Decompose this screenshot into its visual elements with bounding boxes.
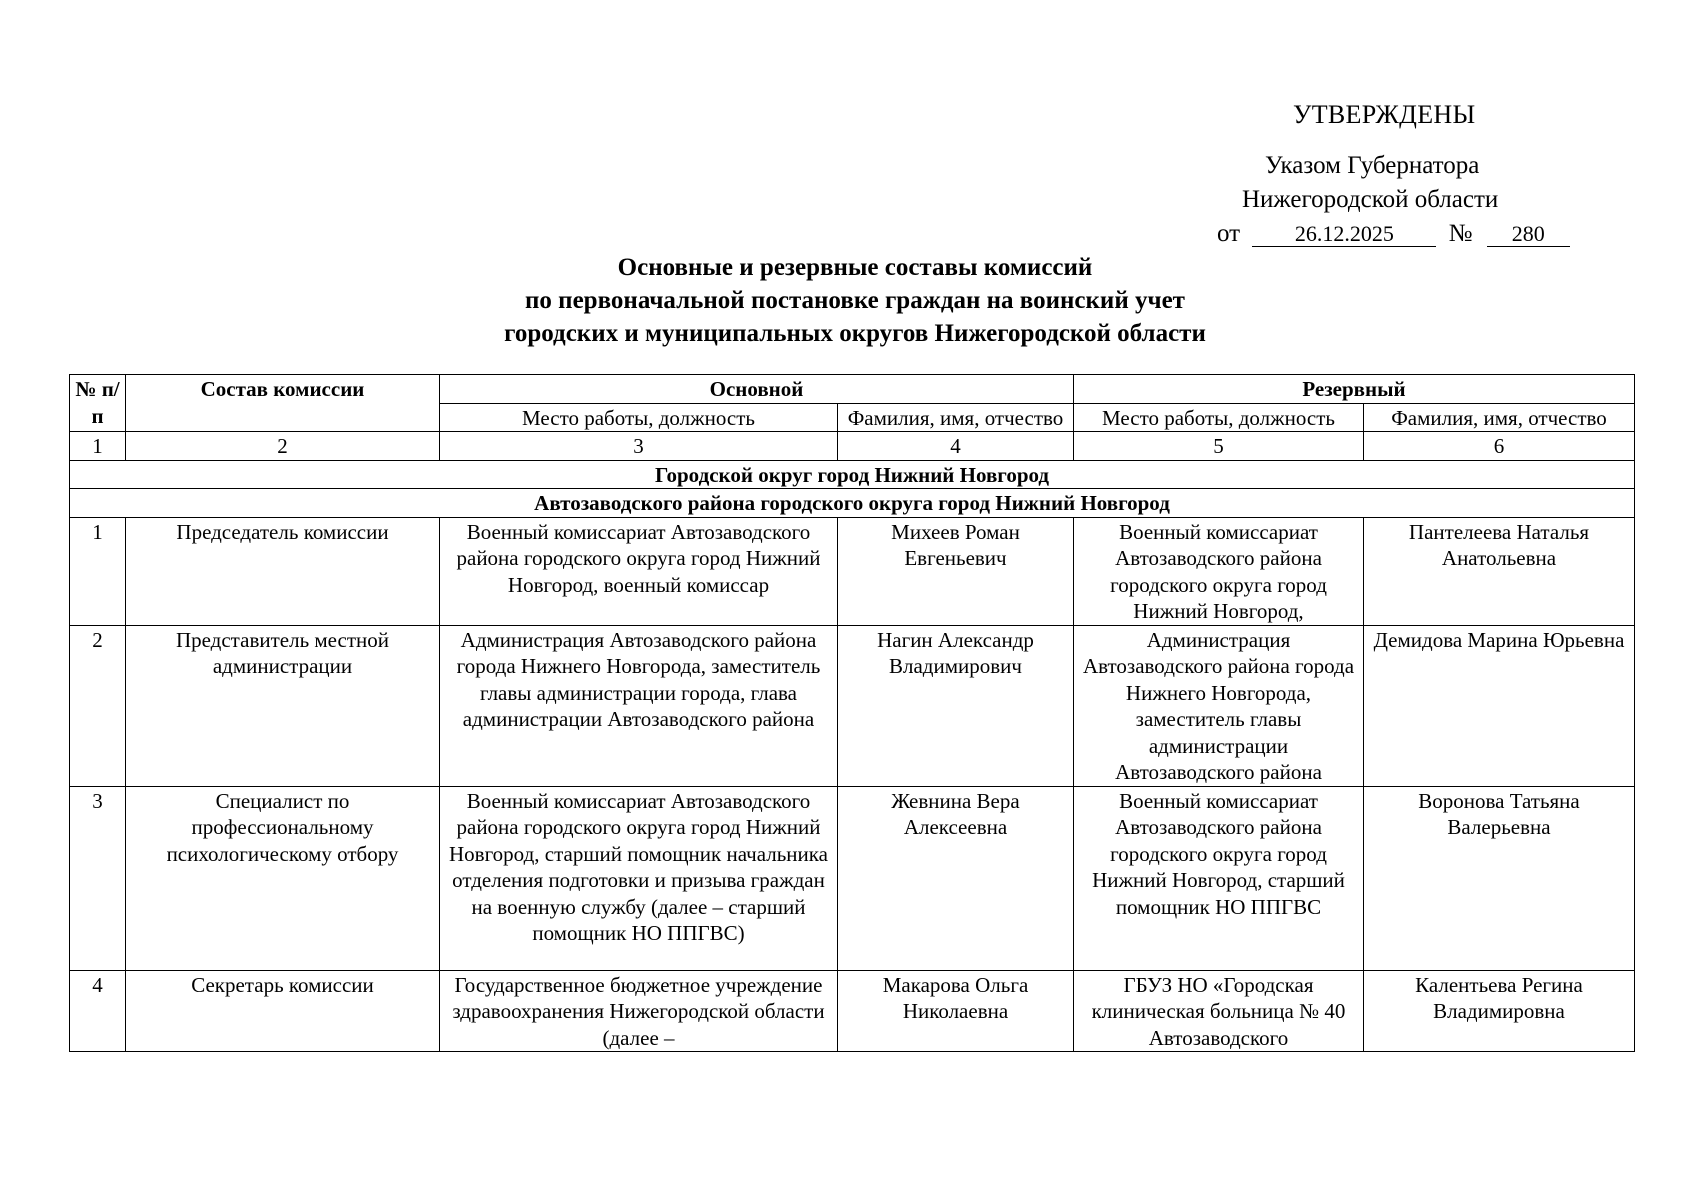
title-line-2: по первоначальной постановке граждан на воинский учет <box>525 287 1185 314</box>
commission-table <box>69 374 1635 1052</box>
header-reserve-work: Место работы, должность <box>1074 403 1364 432</box>
row-reserve-work: ГБУЗ НО «Городская клиническая больница № 40 Автозаводского <box>1074 970 1364 1052</box>
row-role: Председатель комиссии <box>126 517 440 625</box>
row-main-work: Военный комиссариат Автозаводского района городского округа город Нижний Новгород, старший помощник начальника отделения подготовки и призыва граждан на военную службу (далее – старший помощник НО ППГВС) <box>440 786 838 970</box>
table-row <box>70 517 1635 625</box>
column-number: 2 <box>126 432 440 461</box>
row-main-work: Администрация Автозаводского района города Нижнего Новгорода, заместитель главы администрации города, глава администрации Автозаводского района <box>440 625 838 786</box>
section-avtozavodsky-district: Автозаводского района городского округа город Нижний Новгород <box>70 489 1635 518</box>
column-number: 3 <box>440 432 838 461</box>
header-composition: Состав комиссии <box>126 375 440 432</box>
row-role: Секретарь комиссии <box>126 970 440 1052</box>
row-reserve-work: Военный комиссариат Автозаводского района городского округа город Нижний Новгород, старший помощник НО ППГВС <box>1074 786 1364 970</box>
approval-authority: Указом Губернатора <box>1265 152 1480 179</box>
header-reserve: Резервный <box>1074 375 1635 404</box>
header-reserve-name: Фамилия, имя, отчество <box>1364 403 1635 432</box>
row-role: Представитель местной администрации <box>126 625 440 786</box>
table-row <box>70 625 1635 786</box>
approval-date-line <box>1217 220 1570 248</box>
row-reserve-name: Пантелеева Наталья Анатольевна <box>1364 517 1635 625</box>
number-label: № <box>1448 220 1473 247</box>
table-row <box>70 786 1635 970</box>
row-main-work: Государственное бюджетное учреждение здравоохранения Нижегородской области (далее – <box>440 970 838 1052</box>
column-number: 5 <box>1074 432 1364 461</box>
header-num: № п/п <box>70 375 126 432</box>
row-number: 2 <box>70 625 126 786</box>
title-line-3: городских и муниципальных округов Нижегородской области <box>504 320 1206 347</box>
approval-stamp: УТВЕРЖДЕНЫ <box>1293 100 1476 129</box>
row-main-name: Макарова Ольга Николаевна <box>838 970 1074 1052</box>
row-main-name: Михеев Роман Евгеньевич <box>838 517 1074 625</box>
row-reserve-name: Демидова Марина Юрьевна <box>1364 625 1635 786</box>
row-main-name: Нагин Александр Владимирович <box>838 625 1074 786</box>
table-row <box>70 970 1635 1052</box>
row-reserve-name: Калентьева Регина Владимировна <box>1364 970 1635 1052</box>
header-main-name: Фамилия, имя, отчество <box>838 403 1074 432</box>
row-number: 1 <box>70 517 126 625</box>
header-main-work: Место работы, должность <box>440 403 838 432</box>
document-title <box>0 251 1697 350</box>
column-number: 1 <box>70 432 126 461</box>
section-city-district: Городской округ город Нижний Новгород <box>70 460 1635 489</box>
approval-region: Нижегородской области <box>1242 186 1499 213</box>
header-row-1 <box>70 375 1635 404</box>
row-role: Специалист по профессиональному психологическому отбору <box>126 786 440 970</box>
row-main-name: Жевнина Вера Алексеевна <box>838 786 1074 970</box>
decree-number: 280 <box>1487 222 1570 247</box>
row-reserve-work: Администрация Автозаводского района города Нижнего Новгорода, заместитель главы администрации Автозаводского района <box>1074 625 1364 786</box>
section-row <box>70 489 1635 518</box>
row-reserve-work: Военный комиссариат Автозаводского района городского округа город Нижний Новгород, <box>1074 517 1364 625</box>
header-main: Основной <box>440 375 1074 404</box>
column-number: 4 <box>838 432 1074 461</box>
from-label: от <box>1217 220 1241 247</box>
column-number-row <box>70 432 1635 461</box>
row-main-work: Военный комиссариат Автозаводского района городского округа город Нижний Новгород, военный комиссар <box>440 517 838 625</box>
row-number: 3 <box>70 786 126 970</box>
section-row <box>70 460 1635 489</box>
decree-date: 26.12.2025 <box>1252 222 1436 247</box>
title-line-1: Основные и резервные составы комиссий <box>617 254 1093 281</box>
row-number: 4 <box>70 970 126 1052</box>
row-reserve-name: Воронова Татьяна Валерьевна <box>1364 786 1635 970</box>
column-number: 6 <box>1364 432 1635 461</box>
